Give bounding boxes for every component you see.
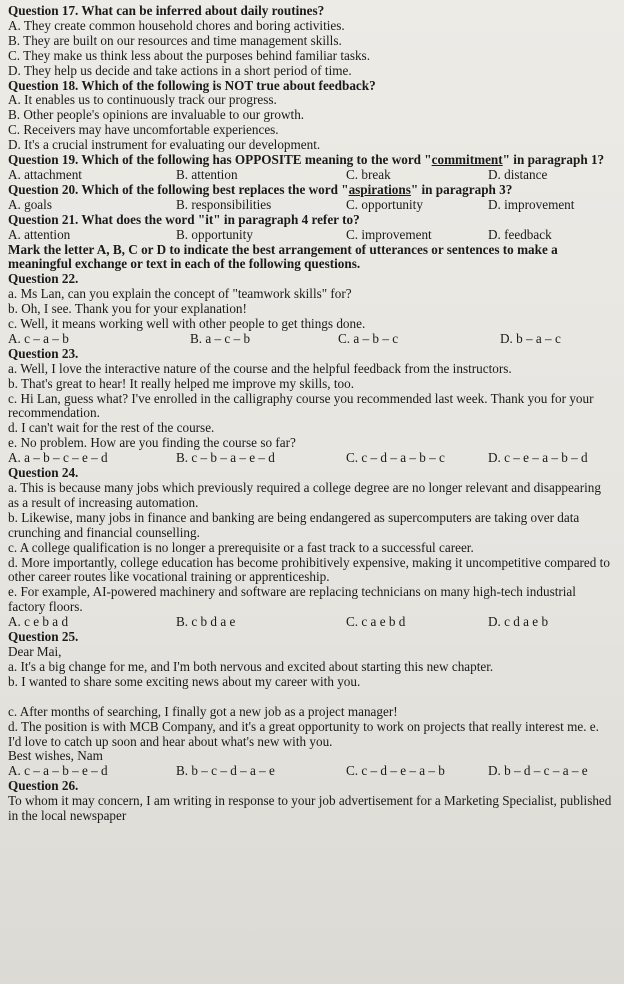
q23-option-d: D. c – e – a – b – d	[488, 450, 588, 466]
q24-option-b: B. c b d a e	[176, 614, 236, 630]
q20-option-d: D. improvement	[488, 196, 575, 212]
section-instruction: Mark the letter A, B, C or D to indicate the best arrangement of utterances or sentences to make a meaningful exchange or text in each of the following questions.	[8, 241, 558, 272]
q19-heading	[8, 153, 614, 168]
q20-text-before: Question 20. Which of the following best replaces the word "	[8, 182, 349, 197]
q18-option-d: D. It's a crucial instrument for evaluating our development.	[8, 138, 321, 153]
q23-line-a: a. Well, I love the interactive nature of the course and the helpful feedback from the instructors.	[8, 360, 512, 376]
q21-text-after: " in paragraph 4 refer to?	[213, 212, 360, 227]
q20-word: aspirations	[348, 182, 411, 197]
q23-line-d: d. I can't wait for the rest of the course.	[8, 421, 215, 436]
q22-option-b: B. a – c – b	[190, 330, 251, 346]
q24-option-c: C. c a e b d	[346, 614, 406, 630]
q22-line-a: a. Ms Lan, can you explain the concept of "teamwork skills" for?	[8, 287, 352, 302]
q25-line-a: a. It's a big change for me, and I'm both nervous and excited about starting this new chapter.	[8, 659, 494, 674]
q20-text-after: " in paragraph 3?	[410, 182, 513, 197]
q24-option-d: D. c d a e b	[488, 614, 549, 630]
q25-options	[8, 764, 614, 779]
q24-line-d: d. More importantly, college education has become prohibitively expensive, making it uncompetitive compared to other career routes like vocational training or apprenticeship.	[8, 554, 610, 585]
q17-heading: Question 17. What can be inferred about daily routines?	[8, 4, 325, 18]
q17-option-d: D. They help us decide and take actions in a short period of time.	[8, 63, 352, 78]
q19-word: commitment	[431, 152, 503, 168]
q21-options	[8, 228, 614, 243]
q17-option-a: A. They create common household chores and boring activities.	[8, 18, 345, 33]
q26-heading: Question 26.	[8, 779, 79, 794]
q25-line-d: d. The position is with MCB Company, and it's a great opportunity to work on projects that really interest me. e. I'd love to catch up soon and hear about what's new with you.	[8, 718, 599, 749]
q25-option-d: D. b – d – c – a – e	[488, 763, 588, 779]
q24-line-a: a. This is because many jobs which previously required a college degree are no longer relevant and disappearing as a result of increasing automation.	[8, 480, 601, 510]
q22-options	[8, 332, 614, 347]
q21-option-d: D. feedback	[488, 226, 552, 242]
q25-option-b: B. b – c – d – a – e	[176, 763, 275, 779]
q20-option-a: A. goals	[8, 196, 52, 212]
q25-line-c: c. After months of searching, I finally got a new job as a project manager!	[8, 704, 398, 719]
q23-line-e: e. No problem. How are you finding the course so far?	[8, 436, 296, 451]
q25-heading: Question 25.	[8, 630, 79, 645]
q19-text-before: Question 19. Which of the following has OPPOSITE meaning to the word "	[8, 152, 432, 168]
q25-closing: Best wishes, Nam	[8, 749, 103, 764]
q19-options	[8, 168, 614, 183]
q24-heading: Question 24.	[8, 466, 79, 481]
q22-heading: Question 22.	[8, 272, 79, 287]
q21-option-c: C. improvement	[346, 226, 432, 242]
q25-line-b: b. I wanted to share some exciting news about my career with you.	[8, 674, 361, 689]
q23-heading: Question 23.	[8, 346, 79, 361]
q23-option-b: B. c – b – a – e – d	[176, 450, 275, 466]
q23-option-a: A. a – b – c – e – d	[8, 450, 108, 466]
q22-line-c: c. Well, it means working well with other people to get things done.	[8, 317, 366, 332]
q23-option-c: C. c – d – a – b – c	[346, 450, 445, 466]
q23-line-b: b. That's great to hear! It really helped me improve my skills, too.	[8, 376, 355, 391]
q21-heading	[8, 213, 614, 228]
q25-option-a: A. c – a – b – e – d	[8, 763, 108, 779]
q23-options	[8, 451, 614, 466]
q19-option-c: C. break	[346, 166, 391, 182]
q22-option-a: A. c – a – b	[8, 330, 69, 346]
q22-line-b: b. Oh, I see. Thank you for your explanation!	[8, 302, 247, 317]
q18-option-b: B. Other people's opinions are invaluable to our growth.	[8, 108, 305, 123]
q24-options	[8, 615, 614, 630]
q21-option-a: A. attention	[8, 226, 71, 242]
q19-text-after: " in paragraph 1?	[502, 152, 605, 168]
q21-text-before: Question 21. What does the word "	[8, 212, 206, 227]
q22-option-d: D. b – a – c	[500, 330, 561, 346]
q25-spacer	[8, 690, 614, 705]
q17-option-b: B. They are built on our resources and time management skills.	[8, 33, 342, 48]
q25-option-c: C. c – d – e – a – b	[346, 763, 445, 779]
q24-line-c: c. A college qualification is no longer a prerequisite or a fast track to a successful career.	[8, 540, 474, 555]
q20-options	[8, 198, 614, 213]
q19-option-a: A. attachment	[8, 166, 82, 182]
q26-text: To whom it may concern, I am writing in response to your job advertisement for a Marketing Specialist, published in the local newspaper	[8, 793, 612, 824]
q25-salutation: Dear Mai,	[8, 644, 62, 659]
q21-word: it	[205, 212, 214, 227]
q18-option-c: C. Receivers may have uncomfortable experiences.	[8, 123, 279, 138]
q18-heading: Question 18. Which of the following is NOT true about feedback?	[8, 78, 376, 93]
q24-line-e: e. For example, AI-powered machinery and software are replacing technicians on many high-tech industrial factory floors.	[8, 584, 576, 615]
q22-option-c: C. a – b – c	[338, 330, 399, 346]
q21-option-b: B. opportunity	[176, 226, 253, 242]
q20-heading	[8, 183, 614, 198]
q24-line-b: b. Likewise, many jobs in finance and banking are being endangered as supercomputers are taking over data crunching and financial counselling.	[8, 509, 580, 540]
q18-option-a: A. It enables us to continuously track our progress.	[8, 93, 277, 108]
q24-option-a: A. c e b a d	[8, 614, 69, 630]
q19-option-d: D. distance	[488, 166, 548, 182]
q20-option-c: C. opportunity	[346, 196, 423, 212]
q20-option-b: B. responsibilities	[176, 196, 272, 212]
q23-line-c: c. Hi Lan, guess what? I've enrolled in the calligraphy course you recommended last week. Thank you for your recommendation.	[8, 390, 594, 421]
q17-option-c: C. They make us think less about the purposes behind familiar tasks.	[8, 48, 370, 63]
q19-option-b: B. attention	[176, 166, 238, 182]
